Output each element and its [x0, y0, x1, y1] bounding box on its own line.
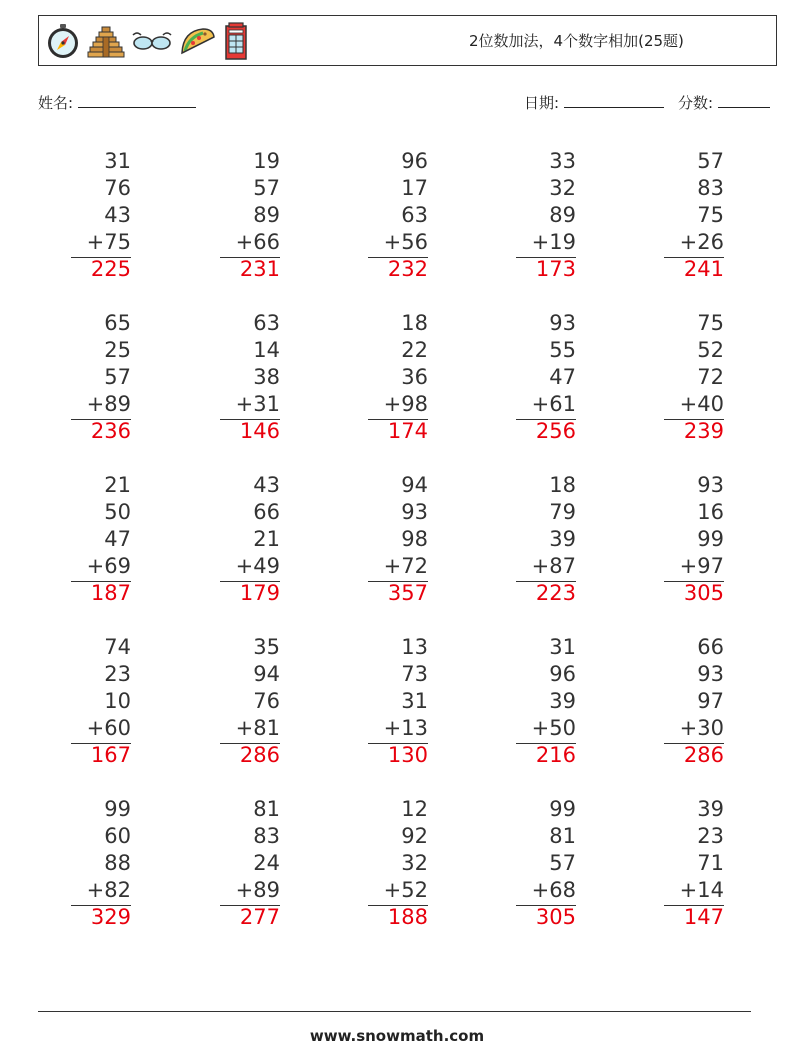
- addend: 32: [549, 176, 576, 200]
- addend: 47: [104, 527, 131, 551]
- addend-with-plus: +19: [531, 230, 576, 254]
- answer: 305: [683, 581, 724, 605]
- addition-problem: [368, 634, 428, 769]
- addend: 23: [104, 662, 131, 686]
- addend: 73: [401, 662, 428, 686]
- addition-problem: [664, 796, 724, 931]
- addend-with-plus: +72: [383, 554, 428, 578]
- addition-problem: [220, 796, 280, 931]
- answer: 188: [387, 905, 428, 929]
- addend: 83: [253, 824, 280, 848]
- addend-with-plus: +26: [679, 230, 724, 254]
- addend: 23: [697, 824, 724, 848]
- addend-with-plus: +98: [383, 392, 428, 416]
- addition-problem: [71, 796, 131, 931]
- addition-problem: [368, 472, 428, 607]
- addend: 38: [253, 365, 280, 389]
- addend-with-plus: +87: [531, 554, 576, 578]
- addend: 31: [549, 635, 576, 659]
- answer: 147: [683, 905, 724, 929]
- addend-with-plus: +49: [235, 554, 280, 578]
- answer: 232: [387, 257, 428, 281]
- addend-with-plus: +40: [679, 392, 724, 416]
- answer: 241: [683, 257, 724, 281]
- addition-problem: [664, 634, 724, 769]
- taco-icon: [179, 23, 217, 59]
- addend: 83: [697, 176, 724, 200]
- answer: 179: [239, 581, 280, 605]
- icon-strip: [45, 20, 249, 62]
- addition-problem: [516, 472, 576, 607]
- addend: 31: [401, 689, 428, 713]
- addition-problem: [368, 796, 428, 931]
- answer: 167: [90, 743, 131, 767]
- addend-with-plus: +68: [531, 878, 576, 902]
- addend-with-plus: +56: [383, 230, 428, 254]
- addend: 12: [401, 797, 428, 821]
- addition-problem: [516, 634, 576, 769]
- name-field: [38, 92, 196, 113]
- addition-problem: [71, 634, 131, 769]
- name-blank[interactable]: [78, 93, 196, 108]
- addend: 21: [104, 473, 131, 497]
- addend: 93: [697, 473, 724, 497]
- answer: 174: [387, 419, 428, 443]
- name-label: 姓名:: [38, 94, 74, 112]
- footer-divider: [38, 1011, 751, 1012]
- addition-problem: [71, 310, 131, 445]
- addend: 24: [253, 851, 280, 875]
- addend: 94: [401, 473, 428, 497]
- addend-with-plus: +30: [679, 716, 724, 740]
- answer: 256: [535, 419, 576, 443]
- addend-with-plus: +97: [679, 554, 724, 578]
- addend-with-plus: +82: [86, 878, 131, 902]
- addend-with-plus: +61: [531, 392, 576, 416]
- addition-problem: [368, 310, 428, 445]
- answer: 239: [683, 419, 724, 443]
- addition-problem: [516, 310, 576, 445]
- answer: 187: [90, 581, 131, 605]
- addition-problem: [516, 148, 576, 283]
- addend: 55: [549, 338, 576, 362]
- addend: 18: [401, 311, 428, 335]
- addition-problem: [71, 472, 131, 607]
- addend: 32: [401, 851, 428, 875]
- addition-problem: [664, 310, 724, 445]
- addend-with-plus: +50: [531, 716, 576, 740]
- addend: 10: [104, 689, 131, 713]
- addend: 21: [253, 527, 280, 551]
- glasses-icon: [131, 23, 173, 59]
- answer: 305: [535, 905, 576, 929]
- score-label: 分数:: [678, 94, 714, 112]
- answer: 357: [387, 581, 428, 605]
- addition-problem: [664, 472, 724, 607]
- addend: 52: [697, 338, 724, 362]
- addend: 79: [549, 500, 576, 524]
- addend-with-plus: +14: [679, 878, 724, 902]
- answer: 286: [683, 743, 724, 767]
- score-blank[interactable]: [718, 93, 770, 108]
- addend: 22: [401, 338, 428, 362]
- addend: 97: [697, 689, 724, 713]
- header-box: [38, 15, 777, 66]
- addend-with-plus: +52: [383, 878, 428, 902]
- addend: 66: [697, 635, 724, 659]
- answer: 130: [387, 743, 428, 767]
- footer-site: www.snowmath.com: [309, 1027, 485, 1045]
- addend: 76: [104, 176, 131, 200]
- phone-booth-icon: [223, 22, 249, 60]
- addend: 99: [104, 797, 131, 821]
- answer: 277: [239, 905, 280, 929]
- addend: 13: [401, 635, 428, 659]
- addend: 88: [104, 851, 131, 875]
- addend: 92: [401, 824, 428, 848]
- addend: 57: [697, 149, 724, 173]
- date-label: 日期:: [524, 94, 560, 112]
- addition-problem: [220, 634, 280, 769]
- answer: 216: [535, 743, 576, 767]
- addition-problem: [220, 310, 280, 445]
- addend: 71: [697, 851, 724, 875]
- addend: 93: [401, 500, 428, 524]
- addend-with-plus: +89: [235, 878, 280, 902]
- addend: 63: [253, 311, 280, 335]
- addend: 74: [104, 635, 131, 659]
- addend-with-plus: +89: [86, 392, 131, 416]
- addend: 25: [104, 338, 131, 362]
- addend: 57: [549, 851, 576, 875]
- addend: 36: [401, 365, 428, 389]
- addend: 33: [549, 149, 576, 173]
- addend-with-plus: +60: [86, 716, 131, 740]
- addend: 14: [253, 338, 280, 362]
- addend: 65: [104, 311, 131, 335]
- addend: 94: [253, 662, 280, 686]
- addend: 35: [253, 635, 280, 659]
- addend: 75: [697, 311, 724, 335]
- addend: 99: [697, 527, 724, 551]
- addend: 43: [253, 473, 280, 497]
- date-field: [524, 92, 664, 113]
- addend: 57: [253, 176, 280, 200]
- addend: 31: [104, 149, 131, 173]
- answer: 223: [535, 581, 576, 605]
- answer: 146: [239, 419, 280, 443]
- addend: 39: [549, 527, 576, 551]
- addend: 39: [697, 797, 724, 821]
- addend: 60: [104, 824, 131, 848]
- answer: 231: [239, 257, 280, 281]
- addend: 16: [697, 500, 724, 524]
- addition-problem: [516, 796, 576, 931]
- addend: 81: [253, 797, 280, 821]
- addend-with-plus: +66: [235, 230, 280, 254]
- answer: 286: [239, 743, 280, 767]
- answer: 329: [90, 905, 131, 929]
- addend: 63: [401, 203, 428, 227]
- addition-problem: [220, 472, 280, 607]
- addend: 47: [549, 365, 576, 389]
- answer: 225: [90, 257, 131, 281]
- answer: 173: [535, 257, 576, 281]
- addend: 39: [549, 689, 576, 713]
- addend: 96: [401, 149, 428, 173]
- answer: 236: [90, 419, 131, 443]
- score-field: [678, 92, 770, 113]
- worksheet-title: 2位数加法，4个数字相加(25题): [469, 32, 684, 50]
- addend-with-plus: +69: [86, 554, 131, 578]
- addend: 50: [104, 500, 131, 524]
- addend: 93: [697, 662, 724, 686]
- addition-problem: [71, 148, 131, 283]
- addend: 96: [549, 662, 576, 686]
- addition-problem: [220, 148, 280, 283]
- addend: 89: [549, 203, 576, 227]
- addend: 66: [253, 500, 280, 524]
- addend: 93: [549, 311, 576, 335]
- addend: 43: [104, 203, 131, 227]
- addend: 75: [697, 203, 724, 227]
- date-blank[interactable]: [564, 93, 664, 108]
- pyramid-icon: [87, 23, 125, 59]
- addition-problem: [664, 148, 724, 283]
- compass-icon: [45, 23, 81, 59]
- addend: 76: [253, 689, 280, 713]
- addend: 57: [104, 365, 131, 389]
- addend-with-plus: +75: [86, 230, 131, 254]
- addend: 72: [697, 365, 724, 389]
- addend: 89: [253, 203, 280, 227]
- addition-problem: [368, 148, 428, 283]
- addend: 18: [549, 473, 576, 497]
- addend-with-plus: +31: [235, 392, 280, 416]
- addend: 98: [401, 527, 428, 551]
- addend-with-plus: +13: [383, 716, 428, 740]
- addend: 99: [549, 797, 576, 821]
- addend: 17: [401, 176, 428, 200]
- addend-with-plus: +81: [235, 716, 280, 740]
- addend: 81: [549, 824, 576, 848]
- addend: 19: [253, 149, 280, 173]
